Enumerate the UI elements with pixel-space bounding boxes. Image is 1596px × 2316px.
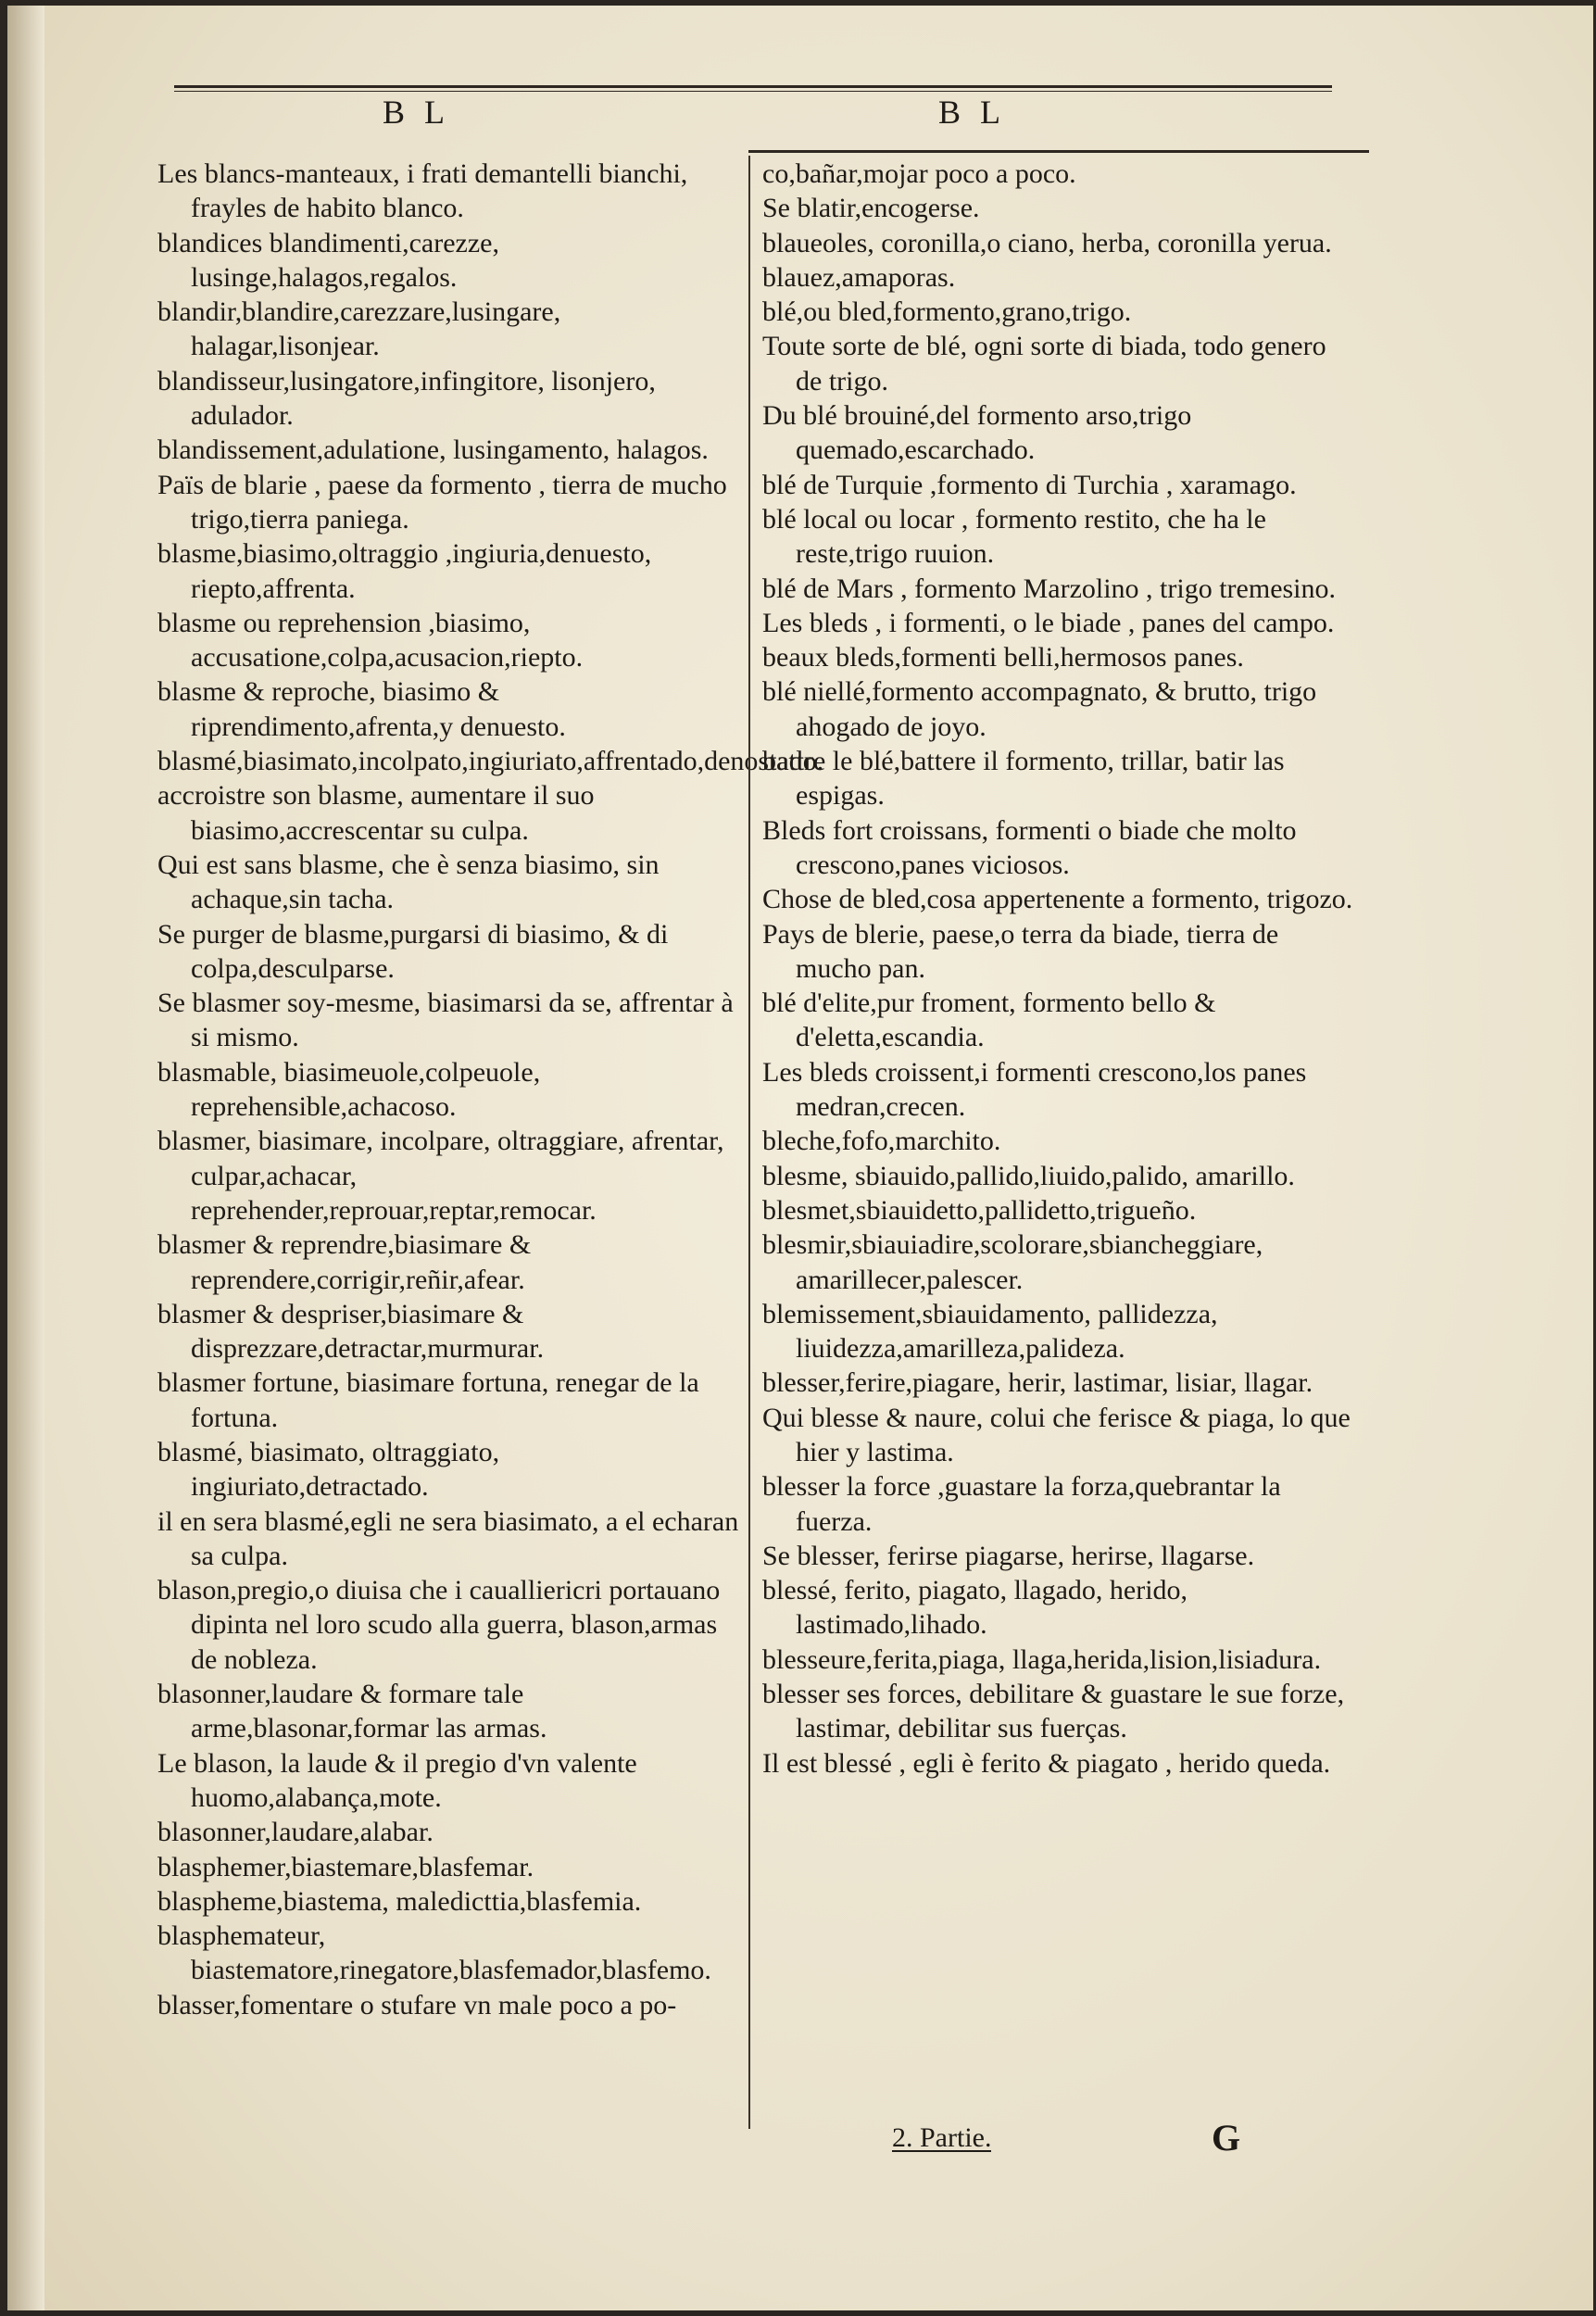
dictionary-entry: il en sera blasmé,egli ne sera biasimato, a el echaran sa culpa. (157, 1505, 739, 1571)
dictionary-entry: blessé, ferito, piagato, llagado, herido, lastimado,lihado. (762, 1575, 1188, 1641)
left-column (157, 157, 824, 2022)
dictionary-entry: Les bleds croissent,i formenti crescono,los panes medran,crecen. (762, 1056, 1307, 1123)
dictionary-entry: blasonner,laudare,alabar. (157, 1817, 434, 1848)
dictionary-entry: blandir,blandire,carezzare,lusingare, halagar,lisonjear. (157, 296, 561, 362)
dictionary-entry: blason,pregio,o diuisa che i caualliericri portauano dipinta nel loro scudo alla guerra, blason,armas de nobleza. (157, 1575, 721, 1675)
dictionary-entry: blaueoles, coronilla,o ciano, herba, coronilla yerua. (762, 227, 1332, 258)
dictionary-entry: blé local ou locar , formento restito, che ha le reste,trigo ruuion. (762, 503, 1266, 570)
dictionary-entry: Chose de bled,cosa appertenente a formento, trigozo. (762, 884, 1353, 915)
running-head-left: B L (383, 94, 451, 131)
dictionary-entry: blesser,ferire,piagare, herir, lastimar, lisiar, llagar. (762, 1367, 1313, 1399)
dictionary-entry: blesmir,sbiauiadire,scolorare,sbiancheggiare, amarillecer,palescer. (762, 1229, 1263, 1295)
dictionary-entry: blesser ses forces, debilitare & guastare le sue forze, lastimar, debilitar sus fuerças. (762, 1679, 1345, 1744)
head-rule (748, 150, 1369, 153)
dictionary-entry: blasme & reproche, biasimo & riprendimento,afrenta,y denuesto. (157, 676, 566, 742)
dictionary-entry: bleche,fofo,marchito. (762, 1126, 1001, 1157)
dictionary-entry: blasme ou reprehension ,biasimo, accusatione,colpa,acusacion,riepto. (157, 607, 584, 673)
dictionary-entry: blasme,biasimo,oltraggio ,ingiuria,denuesto, riepto,affrenta. (157, 538, 652, 604)
dictionary-entry: Il est blessé , egli è ferito & piagato , herido queda. (762, 1747, 1331, 1779)
dictionary-entry: blé de Turquie ,formento di Turchia , xaramago. (762, 469, 1297, 500)
dictionary-entry: Se blasmer soy-mesme, biasimarsi da se, affrentar à si mismo. (157, 988, 734, 1053)
running-head-right: B L (938, 94, 1007, 131)
right-column (762, 157, 1355, 1781)
dictionary-entry: blasmer fortune, biasimare fortuna, renegar de la fortuna. (157, 1367, 699, 1433)
dictionary-entry: Les bleds , i formenti, o le biade , panes del campo. (762, 607, 1335, 638)
dictionary-entry: blé niellé,formento accompagnato, & brutto, trigo ahogado de joyo. (762, 676, 1317, 742)
dictionary-entry: Toute sorte de blé, ogni sorte di biada, todo genero de trigo. (762, 331, 1326, 396)
dictionary-entry: blasmable, biasimeuole,colpeuole, reprehensible,achacoso. (157, 1056, 541, 1123)
dictionary-entry: blesseure,ferita,piaga, llaga,herida,lision,lisiadura. (762, 1643, 1322, 1675)
dictionary-entry: blasmé, biasimato, oltraggiato, ingiuriato,detractado. (157, 1436, 500, 1503)
dictionary-entry: blesmet,sbiauidetto,pallidetto,trigueño. (762, 1194, 1197, 1226)
dictionary-entry: blemissement,sbiauidamento, pallidezza, liuidezza,amarilleza,palideza. (762, 1298, 1218, 1365)
dictionary-entry: Le blason, la laude & il pregio d'vn valente huomo,alabança,mote. (157, 1747, 637, 1813)
dictionary-entry: blasmé,biasimato,incolpato,ingiuriato,affrentado,denostado. (157, 746, 824, 777)
dictionary-entry: co,bañar,mojar poco a poco. (762, 158, 1076, 189)
dictionary-entry: Païs de blarie , paese da formento , tierra de mucho trigo,tierra paniega. (157, 469, 727, 535)
dictionary-entry: battre le blé,battere il formento, trillar, batir las espigas. (762, 746, 1285, 812)
top-rule-thin (174, 91, 1332, 92)
dictionary-entry: blauez,amaporas. (762, 261, 956, 293)
dictionary-entry: blandisseur,lusingatore,infingitore, lisonjero, adulador. (157, 365, 656, 432)
footer-part-label: 2. Partie. (892, 2122, 992, 2153)
dictionary-entry: Se blatir,encogerse. (762, 193, 980, 224)
dictionary-entry: blesser la force ,guastare la forza,quebrantar la fuerza. (762, 1471, 1281, 1537)
dictionary-entry: Bleds fort croissans, formenti o biade che molto crescono,panes viciosos. (762, 814, 1297, 880)
dictionary-entry: blasmer & despriser,biasimare & disprezzare,detractar,murmurar. (157, 1298, 545, 1365)
dictionary-entry: Se blesser, ferirse piagarse, herirse, llagarse. (762, 1540, 1255, 1571)
dictionary-entry: beaux bleds,formenti belli,hermosos panes. (762, 642, 1244, 673)
column-divider (748, 156, 750, 2129)
dictionary-entry: blasphemer,biastemare,blasfemar. (157, 1851, 534, 1882)
dictionary-entry: blandissement,adulatione, lusingamento, halagos. (157, 434, 709, 466)
dictionary-entry: Qui blesse & naure, colui che ferisce & piaga, lo que hier y lastima. (762, 1402, 1351, 1467)
page-gutter-shadow (7, 6, 44, 2310)
dictionary-entry: Qui est sans blasme, che è senza biasimo, sin achaque,sin tacha. (157, 849, 660, 915)
dictionary-entry: blasphemateur, biastematore,rinegatore,blasfemador,blasfemo. (157, 1920, 711, 1986)
dictionary-entry: blasmer, biasimare, incolpare, oltraggiare, afrentar, culpar,achacar, reprehender,reprouar,reptar,remocar. (157, 1126, 724, 1226)
signature-mark: G (1212, 2117, 1241, 2159)
dictionary-entry: blasonner,laudare & formare tale arme,blasonar,formar las armas. (157, 1679, 547, 1744)
dictionary-entry: blasmer & reprendre,biasimare & reprendere,corrigir,reñir,afear. (157, 1229, 532, 1295)
dictionary-entry: blé,ou bled,formento,grano,trigo. (762, 296, 1132, 328)
dictionary-entry: Les blancs-manteaux, i frati demantelli bianchi, frayles de habito blanco. (157, 158, 688, 224)
dictionary-entry: blé de Mars , formento Marzolino , trigo tremesino. (762, 573, 1337, 604)
dictionary-entry: Du blé brouiné,del formento arso,trigo quemado,escarchado. (762, 400, 1192, 466)
dictionary-entry: blaspheme,biastema, maledicttia,blasfemia. (157, 1885, 642, 1917)
dictionary-entry: blasser,fomentare o stufare vn male poco a po- (157, 1989, 677, 2020)
top-rule (174, 85, 1332, 88)
dictionary-entry: blé d'elite,pur froment, formento bello & d'eletta,escandia. (762, 988, 1216, 1053)
dictionary-entry: accroistre son blasme, aumentare il suo biasimo,accrescentar su culpa. (157, 780, 595, 846)
book-page (7, 6, 1593, 2310)
dictionary-entry: Se purger de blasme,purgarsi di biasimo, & di colpa,desculparse. (157, 918, 669, 984)
dictionary-entry: blandices blandimenti,carezze, lusinge,halagos,regalos. (157, 227, 499, 293)
dictionary-entry: Pays de blerie, paese,o terra da biade, tierra de mucho pan. (762, 918, 1279, 984)
dictionary-entry: blesme, sbiauido,pallido,liuido,palido, amarillo. (762, 1160, 1295, 1191)
